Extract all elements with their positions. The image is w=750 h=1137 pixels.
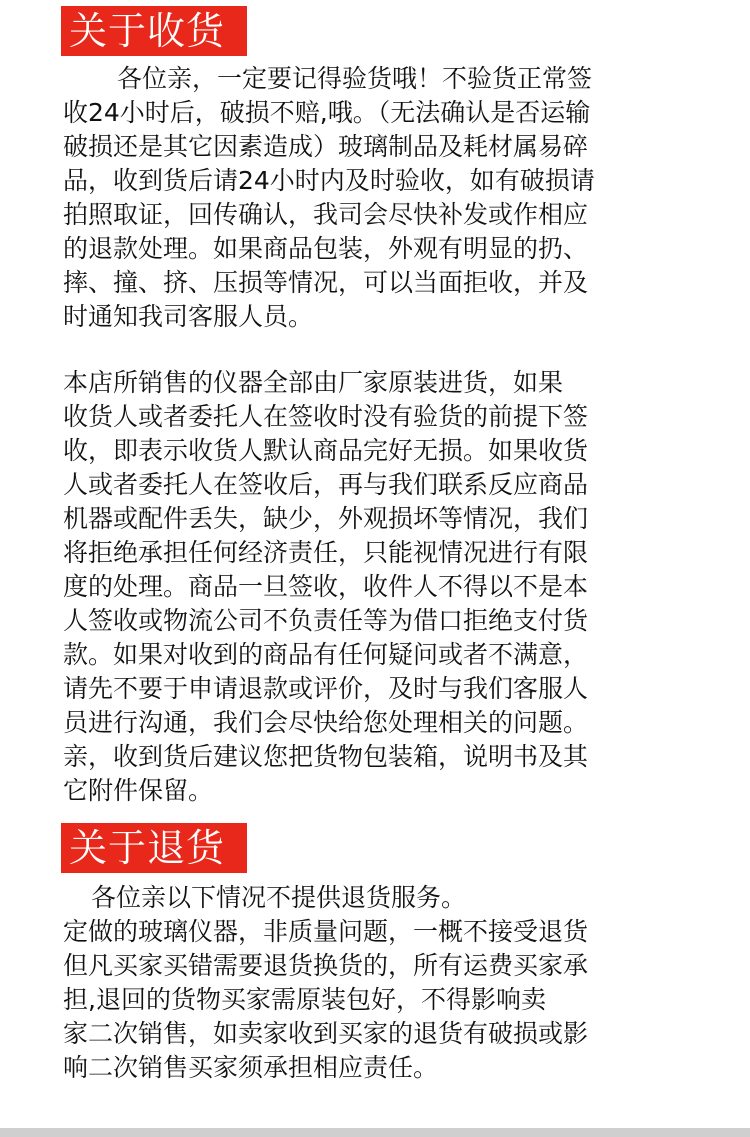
text-line: 亲，收到货后建议您把货物包装箱，说明书及其 [63,742,589,771]
text-line: 破损还是其它因素造成）玻璃制品及耗材属易碎 [63,132,589,161]
text-line: 品，收到货后请24小时内及时验收，如有破损请 [63,166,595,195]
return-section-title: 关于退货 [61,823,247,873]
text-line: 拍照取证，回传确认，我司会尽快补发或作相应 [63,200,589,229]
receive-paragraph-1 [63,62,703,334]
text-line: 人或者委托人在签收后，再与我们联系反应商品 [63,470,589,499]
text-line: 收，即表示收货人默认商品完好无损。如果收货 [63,436,589,465]
text-line: 担,退回的货物买家需原装包好，不得影响卖 [63,985,546,1014]
receive-section-title: 关于收货 [61,6,247,56]
return-paragraph-1 [63,881,703,1085]
text-line: 机器或配件丢失，缺少，外观损坏等情况，我们 [63,504,589,533]
text-line: 收24小时后，破损不赔,哦。（无法确认是否运输 [63,98,591,127]
receive-paragraph-2 [63,366,703,808]
text-line: 度的处理。商品一旦签收，收件人不得以不是本 [63,572,589,601]
text-line: 定做的玻璃仪器，非质量问题，一概不接受退货 [63,917,589,946]
text-line: 人签收或物流公司不负责任等为借口拒绝支付货 [63,606,589,635]
text-line: 家二次销售，如卖家收到买家的退货有破损或影 [63,1019,589,1048]
text-line: 将拒绝承担任何经济责任，只能视情况进行有限 [63,538,589,567]
text-line: 摔、撞、挤、压损等情况，可以当面拒收，并及 [63,268,589,297]
bottom-divider [0,1128,750,1137]
text-line: 本店所销售的仪器全部由厂家原装进货，如果 [63,368,564,397]
text-line: 它附件保留。 [63,776,214,805]
text-line: 收货人或者委托人在签收时没有验货的前提下签 [63,402,589,431]
text-line: 款。如果对收到的商品有任何疑问或者不满意， [63,640,589,669]
text-line: 响二次销售买家须承担相应责任。 [63,1053,439,1082]
text-line: 请先不要于申请退款或评价，及时与我们客服人 [63,674,589,703]
text-line: 时通知我司客服人员。 [63,302,314,331]
text-line: 各位亲以下情况不提供退货服务。 [91,883,467,912]
text-line: 的退款处理。如果商品包装，外观有明显的扔、 [63,234,589,263]
text-line: 但凡买家买错需要退货换货的，所有运费买家承 [63,951,589,980]
text-line: 各位亲，一定要记得验货哦！不验货正常签 [117,64,593,93]
text-line: 员进行沟通，我们会尽快给您处理相关的问题。 [63,708,589,737]
